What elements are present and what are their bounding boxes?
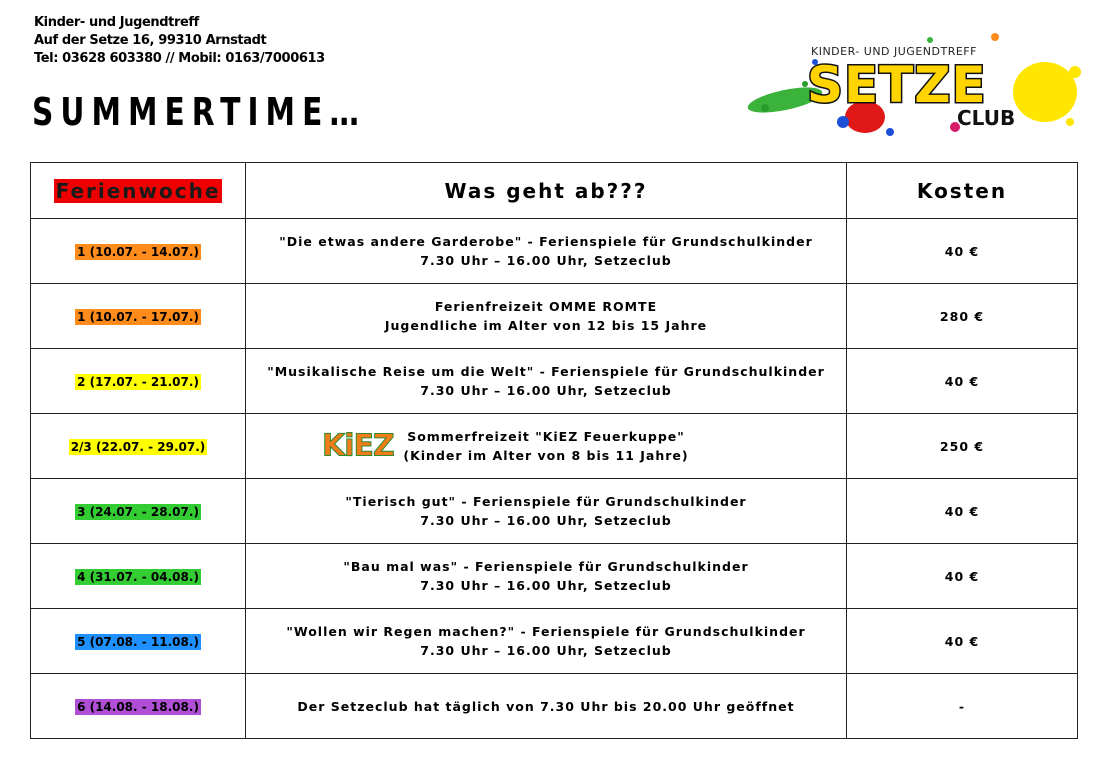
header-kosten: Kosten xyxy=(847,163,1078,219)
week-label: 6 (14.08. - 18.08.) xyxy=(77,699,199,714)
activity-title: "Die etwas andere Garderobe" - Ferienspiele für Grundschulkinder xyxy=(279,234,813,249)
activity-title: "Musikalische Reise um die Welt" - Ferienspiele für Grundschulkinder xyxy=(267,364,825,379)
table-row xyxy=(31,609,1078,674)
activity-details: 7.30 Uhr – 16.00 Uhr, Setzeclub xyxy=(420,643,672,658)
week-label: 1 (10.07. - 17.07.) xyxy=(77,309,199,324)
header-was-geht-ab: Was geht ab??? xyxy=(246,163,847,219)
logo-sub-text: CLUB xyxy=(957,106,1016,130)
activity-details: 7.30 Uhr – 16.00 Uhr, Setzeclub xyxy=(420,513,672,528)
cost-cell: 40 € xyxy=(847,479,1078,544)
header-ferienwoche-label: Ferienwoche xyxy=(55,178,221,203)
activity-title: "Wollen wir Regen machen?" - Ferienspiele für Grundschulkinder xyxy=(286,624,806,639)
cost-cell: 40 € xyxy=(847,544,1078,609)
activity-title: Sommerfreizeit "KiEZ Feuerkuppe" xyxy=(407,429,685,444)
schedule-table xyxy=(30,162,1078,739)
week-label: 4 (31.07. - 04.08.) xyxy=(77,569,199,584)
table-row xyxy=(31,414,1078,479)
cost-cell: 250 € xyxy=(847,414,1078,479)
cost-cell: 40 € xyxy=(847,609,1078,674)
contact-block xyxy=(34,14,325,68)
activity-title: "Tierisch gut" - Ferienspiele für Grundschulkinder xyxy=(345,494,747,509)
table-header-row xyxy=(31,163,1078,219)
cost-cell: 280 € xyxy=(847,284,1078,349)
contact-phone: Tel: 03628 603380 // Mobil: 0163/7000613 xyxy=(34,51,325,66)
kiez-logo: KiEZ xyxy=(322,428,394,464)
week-label: 2 (17.07. - 21.07.) xyxy=(77,374,199,389)
table-row xyxy=(31,544,1078,609)
table-row xyxy=(31,674,1078,739)
table-row xyxy=(31,284,1078,349)
page-title: SUMMERTIME… xyxy=(32,90,366,134)
activity-details: 7.30 Uhr – 16.00 Uhr, Setzeclub xyxy=(420,253,672,268)
logo-arc-text: KINDER- UND JUGENDTREFF xyxy=(811,45,977,58)
cost-cell: 40 € xyxy=(847,219,1078,284)
activity-details: 7.30 Uhr – 16.00 Uhr, Setzeclub xyxy=(420,383,672,398)
activity-details: (Kinder im Alter von 8 bis 11 Jahre) xyxy=(403,448,689,463)
week-label: 5 (07.08. - 11.08.) xyxy=(77,634,199,649)
header-ferienwoche xyxy=(31,163,246,219)
week-label: 2/3 (22.07. - 29.07.) xyxy=(70,439,206,454)
week-label: 1 (10.07. - 14.07.) xyxy=(77,244,199,259)
week-label: 3 (24.07. - 28.07.) xyxy=(77,504,199,519)
activity-details: Jugendliche im Alter von 12 bis 15 Jahre xyxy=(384,318,708,333)
table-row xyxy=(31,349,1078,414)
activity-title: "Bau mal was" - Ferienspiele für Grundschulkinder xyxy=(343,559,749,574)
activity-details: 7.30 Uhr – 16.00 Uhr, Setzeclub xyxy=(420,578,672,593)
setze-club-logo xyxy=(745,22,1090,152)
contact-address: Auf der Setze 16, 99310 Arnstadt xyxy=(34,33,267,48)
contact-name: Kinder- und Jugendtreff xyxy=(34,15,199,30)
activity-title: Ferienfreizeit OMME ROMTE xyxy=(434,299,658,314)
logo-main-text: SETZE xyxy=(807,56,987,114)
cost-cell: - xyxy=(847,674,1078,739)
activity-title: Der Setzeclub hat täglich von 7.30 Uhr bis 20.00 Uhr geöffnet xyxy=(297,698,795,714)
table-row xyxy=(31,219,1078,284)
table-row xyxy=(31,479,1078,544)
cost-cell: 40 € xyxy=(847,349,1078,414)
